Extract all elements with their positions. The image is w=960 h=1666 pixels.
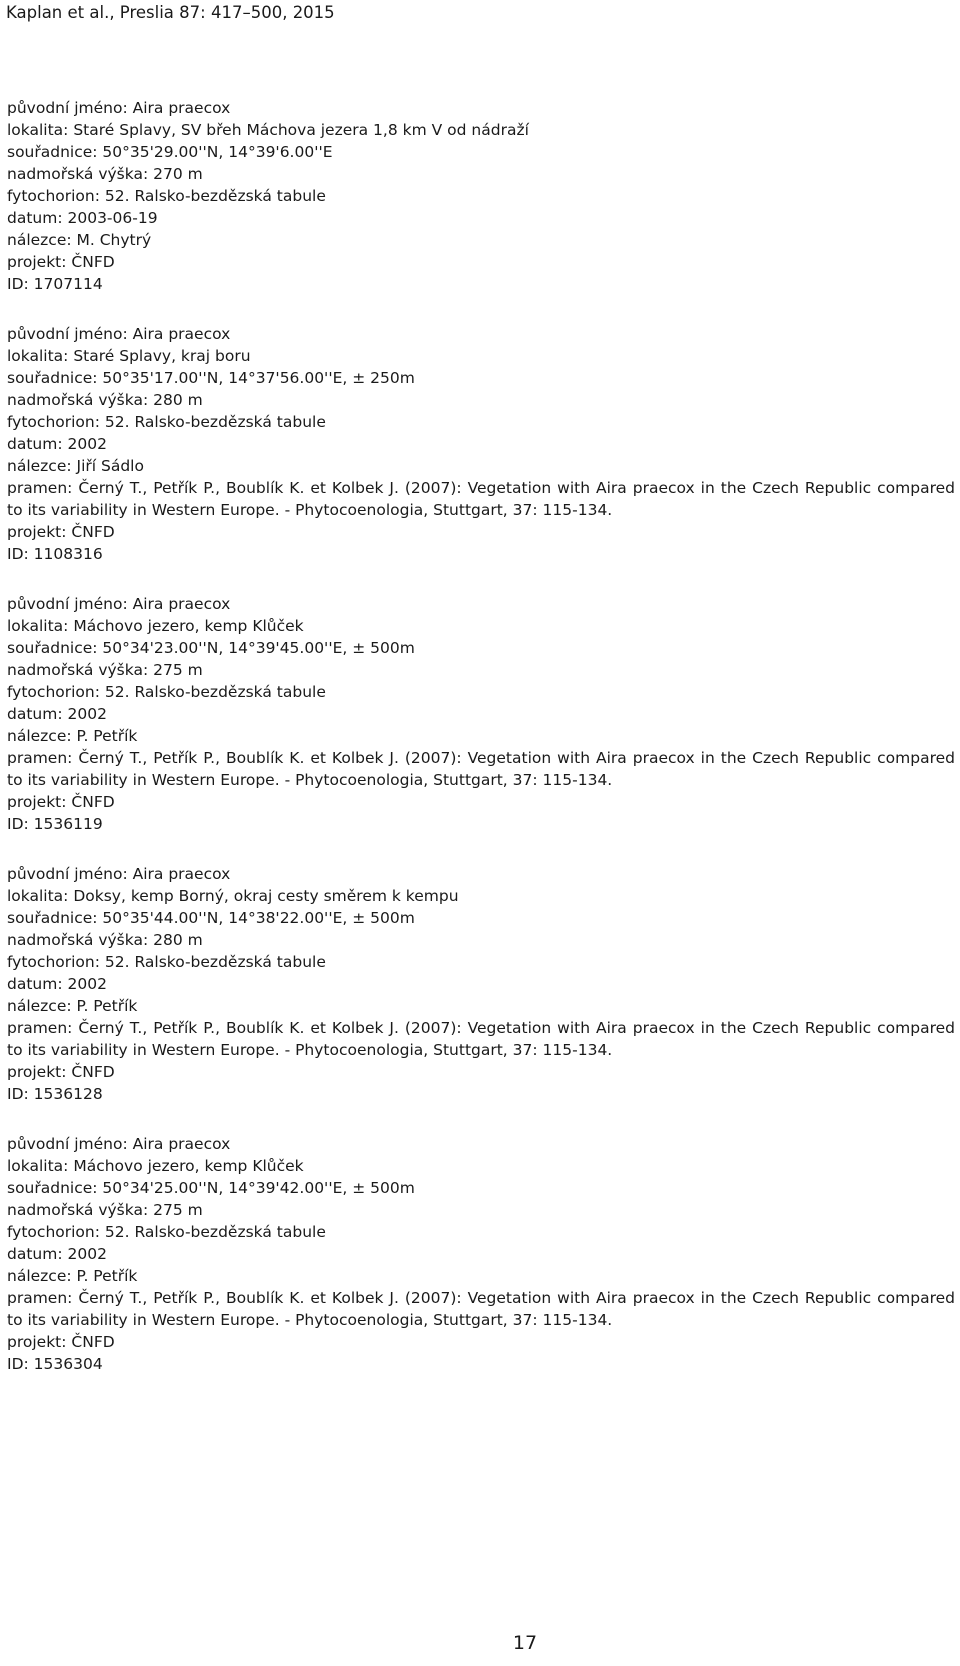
locality: lokalita: Máchovo jezero, kemp Klůček <box>7 1157 304 1175</box>
project: projekt: ČNFD <box>7 1333 115 1351</box>
coordinates: souřadnice: 50°35'29.00''N, 14°39'6.00''E <box>7 143 333 161</box>
altitude: nadmořská výška: 270 m <box>7 165 203 183</box>
page-number: 17 <box>512 1632 538 1654</box>
source-citation: pramen: Černý T., Petřík P., Boublík K. et Kolbek J. (2007): Vegetation with Aira praecox in the Czech Republic compared to its variability in Western Europe. - Phytocoenologia, Stuttgart, 37: 115-134. <box>7 479 955 519</box>
record <box>7 1133 957 1375</box>
record-id: ID: 1536119 <box>7 815 103 833</box>
locality: lokalita: Staré Splavy, SV břeh Máchova jezera 1,8 km V od nádraží <box>7 121 529 139</box>
collector: nálezce: Jiří Sádlo <box>7 457 144 475</box>
record-id: ID: 1108316 <box>7 545 103 563</box>
record <box>7 593 957 835</box>
phytochorion: fytochorion: 52. Ralsko-bezdězská tabule <box>7 187 326 205</box>
original-name: původní jméno: Aira praecox <box>7 865 231 883</box>
date: datum: 2002 <box>7 435 107 453</box>
collector: nálezce: P. Petřík <box>7 997 138 1015</box>
altitude: nadmořská výška: 280 m <box>7 391 203 409</box>
phytochorion: fytochorion: 52. Ralsko-bezdězská tabule <box>7 683 326 701</box>
coordinates: souřadnice: 50°35'44.00''N, 14°38'22.00''E, ± 500m <box>7 909 415 927</box>
locality: lokalita: Staré Splavy, kraj boru <box>7 347 251 365</box>
source-citation: pramen: Černý T., Petřík P., Boublík K. et Kolbek J. (2007): Vegetation with Aira praecox in the Czech Republic compared to its variability in Western Europe. - Phytocoenologia, Stuttgart, 37: 115-134. <box>7 1019 955 1059</box>
phytochorion: fytochorion: 52. Ralsko-bezdězská tabule <box>7 953 326 971</box>
project: projekt: ČNFD <box>7 793 115 811</box>
locality: lokalita: Máchovo jezero, kemp Klůček <box>7 617 304 635</box>
date: datum: 2002 <box>7 705 107 723</box>
record-id: ID: 1707114 <box>7 275 103 293</box>
collector: nálezce: P. Petřík <box>7 1267 138 1285</box>
record-id: ID: 1536128 <box>7 1085 103 1103</box>
coordinates: souřadnice: 50°34'25.00''N, 14°39'42.00''E, ± 500m <box>7 1179 415 1197</box>
collector: nálezce: P. Petřík <box>7 727 138 745</box>
altitude: nadmořská výška: 280 m <box>7 931 203 949</box>
running-header: Kaplan et al., Preslia 87: 417–500, 2015 <box>6 3 335 22</box>
coordinates: souřadnice: 50°35'17.00''N, 14°37'56.00''E, ± 250m <box>7 369 415 387</box>
record-id: ID: 1536304 <box>7 1355 103 1373</box>
phytochorion: fytochorion: 52. Ralsko-bezdězská tabule <box>7 1223 326 1241</box>
record-list <box>7 97 957 1403</box>
record <box>7 863 957 1105</box>
altitude: nadmořská výška: 275 m <box>7 661 203 679</box>
date: datum: 2003-06-19 <box>7 209 158 227</box>
locality: lokalita: Doksy, kemp Borný, okraj cesty směrem k kempu <box>7 887 459 905</box>
record <box>7 97 957 295</box>
project: projekt: ČNFD <box>7 253 115 271</box>
record <box>7 323 957 565</box>
original-name: původní jméno: Aira praecox <box>7 595 231 613</box>
date: datum: 2002 <box>7 1245 107 1263</box>
project: projekt: ČNFD <box>7 1063 115 1081</box>
original-name: původní jméno: Aira praecox <box>7 1135 231 1153</box>
project: projekt: ČNFD <box>7 523 115 541</box>
original-name: původní jméno: Aira praecox <box>7 325 231 343</box>
collector: nálezce: M. Chytrý <box>7 231 152 249</box>
source-citation: pramen: Černý T., Petřík P., Boublík K. et Kolbek J. (2007): Vegetation with Aira praecox in the Czech Republic compared to its variability in Western Europe. - Phytocoenologia, Stuttgart, 37: 115-134. <box>7 749 955 789</box>
source-citation: pramen: Černý T., Petřík P., Boublík K. et Kolbek J. (2007): Vegetation with Aira praecox in the Czech Republic compared to its variability in Western Europe. - Phytocoenologia, Stuttgart, 37: 115-134. <box>7 1289 955 1329</box>
original-name: původní jméno: Aira praecox <box>7 99 231 117</box>
coordinates: souřadnice: 50°34'23.00''N, 14°39'45.00''E, ± 500m <box>7 639 415 657</box>
altitude: nadmořská výška: 275 m <box>7 1201 203 1219</box>
phytochorion: fytochorion: 52. Ralsko-bezdězská tabule <box>7 413 326 431</box>
date: datum: 2002 <box>7 975 107 993</box>
